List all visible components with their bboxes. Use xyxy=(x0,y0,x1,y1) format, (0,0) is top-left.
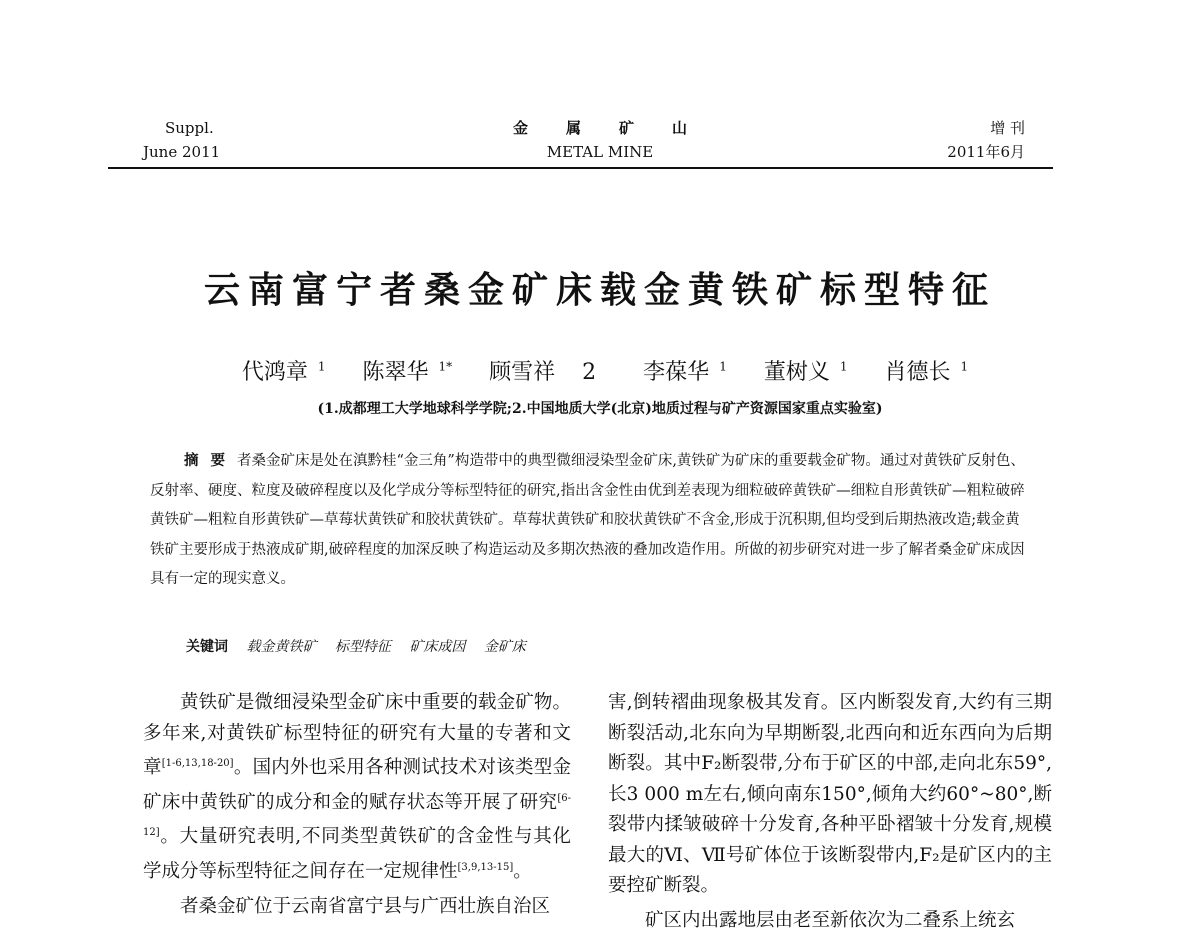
author: 代鸿章 $^1$ xyxy=(241,359,326,385)
journal-title-cn: 金属矿山 xyxy=(512,119,725,137)
keyword: 金矿床 xyxy=(483,639,526,655)
author-list xyxy=(0,355,1200,386)
issue-date-en: June 2011 xyxy=(143,143,221,161)
affiliations: (1.成都理工大学地球科学学院;2.中国地质大学(北京)地质过程与矿产资源国家重点实验室) xyxy=(317,401,883,417)
abstract-text: 者桑金矿床是处在滇黔桂“金三角”构造带中的典型微细浸染型金矿床,黄铁矿为矿床的重要载金矿物。通过对黄铁矿反射色、反射率、硬度、粒度及破碎程度以及化学成分等标型特征的研究,指出含金性由优到差表现为细粒破碎黄铁矿—细粒自形黄铁矿—粗粒破碎黄铁矿—粗粒自形黄铁矿—草莓状黄铁矿和胶状黄铁矿。草莓状黄铁矿和胶状黄铁矿不含金,形成于沉积期,但均受到后期热液改造;载金黄铁矿主要形成于热液成矿期,破碎程度的加深反映了构造运动及多期次热液的叠加改造作用。所做的初步研究对进一步了解者桑金矿床成因具有一定的现实意义。 xyxy=(150,453,1025,587)
header-divider xyxy=(108,167,1053,169)
keywords-label: 关键词 xyxy=(186,639,228,655)
keywords xyxy=(186,636,540,656)
body-paragraph: 害,倒转褶曲现象极其发育。区内断裂发育,大约有三期断裂活动,北东向为早期断裂,北西向和近东西向为后期断裂。其中F₂断裂带,分布于矿区的中部,走向北东59°,长3 000 m左右,倾向南东150°,倾角大约60°~80°,断裂带内揉皱破碎十分发育,各种平卧褶皱十分发育,规模最大的Ⅵ、Ⅶ号矿体位于该断裂带内,F₂是矿区内的主要控矿断裂。 xyxy=(608,692,1052,896)
citation: [3,9,13-15] xyxy=(457,861,514,873)
journal-issue-info-cn xyxy=(905,116,1025,164)
author: 董树义 $^1$ xyxy=(763,359,848,385)
body-column-left xyxy=(143,688,571,922)
author: 陈翠华 $^{1*}$ xyxy=(362,359,453,385)
abstract xyxy=(150,446,1030,595)
keyword: 载金黄铁矿 xyxy=(246,639,317,655)
keyword: 矿床成因 xyxy=(409,639,466,655)
body-paragraph: 者桑金矿位于云南省富宁县与广西壮族自治区 xyxy=(180,895,551,917)
abstract-label: 摘要 xyxy=(184,452,237,469)
issue-date-cn: 2011年6月 xyxy=(947,143,1025,161)
author: 顾雪祥 2 xyxy=(489,360,597,385)
paper-title: 云南富宁者桑金矿床载金黄铁矿标型特征 xyxy=(203,269,996,311)
suppl-label-cn: 增 刊 xyxy=(990,119,1025,137)
suppl-label: Suppl. xyxy=(165,119,214,137)
body-paragraph: 黄铁矿是微细浸染型金矿床中重要的载金矿物。多年来,对黄铁矿标型特征的研究有大量的专著和文章[1-6,13,18-20]。国内外也采用各种测试技术对该类型金矿床中黄铁矿的成分和金的赋存状态等开展了研究[6-12]。大量研究表明,不同类型黄铁矿的含金性与其化学成分等标型特征之间存在一定规律性[3,9,13-15]。 xyxy=(143,692,571,883)
author: 李葆华 $^1$ xyxy=(643,359,727,385)
keyword: 标型特征 xyxy=(334,639,391,655)
body-paragraph: 矿区内出露地层由老至新依次为二叠系上统玄 xyxy=(645,909,1016,931)
journal-title-en: METAL MINE xyxy=(546,143,654,161)
body-column-right xyxy=(608,688,1052,936)
citation: [1-6,13,18-20] xyxy=(161,758,234,769)
author: 肖德长 $^1$ xyxy=(884,359,969,385)
citation: [6-12] xyxy=(143,792,571,839)
